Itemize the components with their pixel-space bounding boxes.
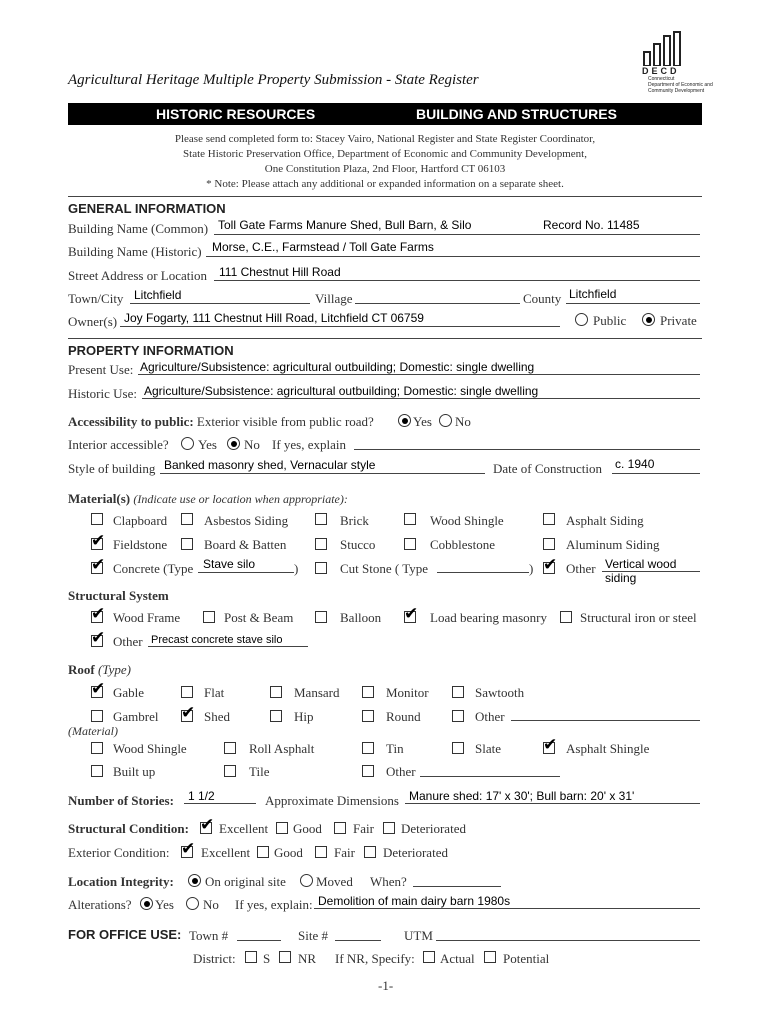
alterations-no-radio[interactable]	[186, 897, 199, 910]
logo-sub-1: Connecticut	[648, 76, 675, 82]
clapboard-label: Clapboard	[113, 513, 168, 528]
style-label: Style of building	[68, 461, 156, 476]
town-field[interactable]: Litchfield	[134, 288, 182, 302]
roof-material-other-label: Other	[386, 764, 416, 779]
roll-asphalt-checkbox[interactable]	[224, 742, 236, 754]
form-title: Agricultural Heritage Multiple Property Submission - State Register	[68, 72, 479, 88]
aluminum-label: Aluminum Siding	[566, 537, 660, 552]
roof-material-hint: (Material)	[68, 724, 118, 738]
clapboard-checkbox[interactable]	[91, 513, 103, 525]
logo-text: DECD	[642, 66, 680, 76]
original-site-label: On original site	[205, 874, 286, 889]
wood-frame-label: Wood Frame	[113, 610, 181, 625]
decd-logo-icon	[640, 30, 688, 66]
asbestos-label: Asbestos Siding	[204, 513, 289, 528]
load-bearing-check-icon: ✔	[404, 604, 419, 624]
tile-checkbox[interactable]	[224, 765, 236, 777]
nr-specify-label: If NR, Specify:	[335, 951, 415, 966]
street-label: Street Address or Location	[68, 268, 207, 283]
interior-label: Interior accessible?	[68, 437, 169, 452]
public-radio[interactable]	[575, 313, 588, 326]
location-integrity-label: Location Integrity:	[68, 874, 174, 889]
materials-heading-bold: Material(s)	[68, 491, 131, 506]
access-label-rest: Exterior visible from public road?	[196, 414, 374, 429]
monitor-checkbox[interactable]	[362, 686, 374, 698]
office-heading: FOR OFFICE USE:	[68, 927, 182, 942]
struct-excellent-check-icon: ✔	[200, 815, 215, 835]
shed-check-icon: ✔	[181, 703, 196, 723]
slate-checkbox[interactable]	[452, 742, 464, 754]
cobblestone-label: Cobblestone	[430, 537, 495, 552]
stories-field[interactable]: 1 1/2	[188, 789, 215, 803]
wood-shingle-siding-checkbox[interactable]	[404, 513, 416, 525]
exterior-yes-label: Yes	[413, 414, 432, 429]
present-use-label: Present Use:	[68, 362, 134, 377]
roof-wood-shingle-checkbox[interactable]	[91, 742, 103, 754]
dimensions-field[interactable]: Manure shed: 17' x 30'; Bull barn: 20' x 31'	[409, 789, 635, 803]
cut-stone-checkbox[interactable]	[315, 562, 327, 574]
when-label: When?	[370, 874, 407, 889]
owner-field[interactable]: Joy Fogarty, 111 Chestnut Hill Road, Litchfield CT 06759	[124, 311, 424, 325]
tin-checkbox[interactable]	[362, 742, 374, 754]
flat-label: Flat	[204, 685, 225, 700]
gambrel-label: Gambrel	[113, 709, 159, 724]
logo-sub-3: Community Development	[648, 88, 705, 94]
street-field[interactable]: 111 Chestnut Hill Road	[219, 265, 341, 279]
office-district-label: District:	[193, 951, 236, 966]
flat-checkbox[interactable]	[181, 686, 193, 698]
concrete-paren: )	[294, 561, 299, 576]
round-label: Round	[386, 709, 421, 724]
board-batten-label: Board & Batten	[204, 537, 287, 552]
brick-checkbox[interactable]	[315, 513, 327, 525]
date-label: Date of Construction	[493, 461, 603, 476]
office-town-label: Town #	[189, 928, 229, 943]
monitor-label: Monitor	[386, 685, 429, 700]
actual-label: Actual	[440, 951, 475, 966]
county-field[interactable]: Litchfield	[569, 287, 617, 301]
note-line-3: One Constitution Plaza, 2nd Floor, Hartford CT 06103	[264, 163, 506, 175]
note-line-2: State Historic Preservation Office, Department of Economic and Community Development,	[183, 148, 587, 160]
public-label: Public	[593, 313, 627, 328]
office-utm-label: UTM	[404, 928, 433, 943]
dimensions-label: Approximate Dimensions	[265, 793, 399, 808]
historic-use-field[interactable]: Agriculture/Subsistence: agricultural outbuilding; Domestic: single dwelling	[144, 384, 539, 398]
alterations-yes-radio[interactable]	[140, 897, 153, 910]
exterior-no-radio[interactable]	[439, 414, 452, 427]
gambrel-checkbox[interactable]	[91, 710, 103, 722]
name-historic-field[interactable]: Morse, C.E., Farmstead / Toll Gate Farms	[212, 240, 434, 254]
struct-good-checkbox[interactable]	[276, 822, 288, 834]
hip-checkbox[interactable]	[270, 710, 282, 722]
struct-deteriorated-label: Deteriorated	[401, 821, 466, 836]
fieldstone-label: Fieldstone	[113, 537, 168, 552]
ext-deteriorated-label: Deteriorated	[383, 845, 448, 860]
alterations-no-label: No	[203, 897, 219, 912]
ext-good-label: Good	[274, 845, 303, 860]
private-label: Private	[660, 313, 697, 328]
struct-fair-label: Fair	[353, 821, 374, 836]
brick-label: Brick	[340, 513, 369, 528]
exterior-no-label: No	[455, 414, 471, 429]
ext-excellent-check-icon: ✔	[181, 839, 196, 859]
wood-shingle-siding-label: Wood Shingle	[430, 513, 504, 528]
roof-heading-bold: Roof	[68, 662, 95, 677]
other-material-check-icon: ✔	[543, 555, 558, 575]
roof-heading	[68, 662, 131, 678]
mansard-checkbox[interactable]	[270, 686, 282, 698]
town-label: Town/City	[68, 291, 124, 306]
structural-condition-label: Structural Condition:	[68, 821, 189, 836]
interior-no-radio[interactable]	[227, 437, 240, 450]
name-common-field[interactable]: Toll Gate Farms Manure Shed, Bull Barn, & Silo	[218, 218, 472, 232]
cut-stone-paren: )	[529, 561, 534, 576]
moved-label: Moved	[316, 874, 353, 889]
tin-label: Tin	[386, 741, 404, 756]
logo-sub-2: Department of Economic and	[648, 82, 713, 88]
district-s-checkbox[interactable]	[245, 951, 257, 963]
gable-label: Gable	[113, 685, 145, 700]
page-number: -1-	[378, 978, 394, 993]
balloon-label: Balloon	[340, 610, 382, 625]
fieldstone-check-icon: ✔	[91, 531, 106, 551]
access-label	[68, 414, 374, 430]
structural-other-field[interactable]: Precast concrete stave silo	[151, 634, 283, 646]
district-nr-checkbox[interactable]	[279, 951, 291, 963]
note-line-4: * Note: Please attach any additional or expanded information on a separate sheet.	[206, 178, 564, 190]
struct-fair-checkbox[interactable]	[334, 822, 346, 834]
built-up-checkbox[interactable]	[91, 765, 103, 777]
balloon-checkbox[interactable]	[315, 611, 327, 623]
post-beam-checkbox[interactable]	[203, 611, 215, 623]
interior-yes-label: Yes	[198, 437, 217, 452]
private-radio[interactable]	[642, 313, 655, 326]
hip-label: Hip	[294, 709, 314, 724]
slate-label: Slate	[475, 741, 501, 756]
iron-steel-checkbox[interactable]	[560, 611, 572, 623]
mansard-label: Mansard	[294, 685, 340, 700]
county-label: County	[523, 291, 562, 306]
sawtooth-checkbox[interactable]	[452, 686, 464, 698]
date-field[interactable]: c. 1940	[615, 457, 655, 471]
roof-other-checkbox[interactable]	[452, 710, 464, 722]
concrete-type-field[interactable]: Stave silo	[203, 557, 256, 571]
village-label: Village	[315, 291, 353, 306]
exterior-condition-label: Exterior Condition:	[68, 845, 170, 860]
built-up-label: Built up	[113, 764, 156, 779]
shed-label: Shed	[204, 709, 230, 724]
access-label-bold: Accessibility to public:	[68, 414, 194, 429]
iron-steel-label: Structural iron or steel	[580, 610, 697, 625]
structural-other-label: Other	[113, 634, 143, 649]
roof-type-hint: (Type)	[97, 662, 131, 677]
sawtooth-label: Sawtooth	[475, 685, 525, 700]
roll-asphalt-label: Roll Asphalt	[249, 741, 315, 756]
alterations-label: Alterations?	[68, 897, 132, 912]
record-number: Record No. 11485	[543, 218, 640, 232]
property-heading: PROPERTY INFORMATION	[68, 343, 234, 358]
asphalt-shingle-check-icon: ✔	[543, 735, 558, 755]
other-material-field-2[interactable]: siding	[605, 571, 637, 585]
district-s-label: S	[263, 951, 271, 966]
struct-good-label: Good	[293, 821, 322, 836]
asphalt-siding-label: Asphalt Siding	[566, 513, 644, 528]
exterior-yes-radio[interactable]	[398, 414, 411, 427]
tile-label: Tile	[249, 764, 270, 779]
cobblestone-checkbox[interactable]	[404, 538, 416, 550]
general-heading: GENERAL INFORMATION	[68, 201, 226, 216]
round-checkbox[interactable]	[362, 710, 374, 722]
asbestos-checkbox[interactable]	[181, 513, 193, 525]
other-material-field-1[interactable]: Vertical wood	[605, 557, 677, 571]
materials-hint: (Indicate use or location when appropriate):	[133, 492, 348, 506]
interior-yes-radio[interactable]	[181, 437, 194, 450]
actual-checkbox[interactable]	[423, 951, 435, 963]
roof-wood-shingle-label: Wood Shingle	[113, 741, 187, 756]
asphalt-siding-checkbox[interactable]	[543, 513, 555, 525]
roof-material-other-checkbox[interactable]	[362, 765, 374, 777]
ext-good-checkbox[interactable]	[257, 846, 269, 858]
present-use-field[interactable]: Agriculture/Subsistence: agricultural outbuilding; Domestic: single dwelling	[140, 360, 535, 374]
alterations-yes-label: Yes	[155, 897, 174, 912]
concrete-check-icon: ✔	[91, 555, 106, 575]
banner-right: BUILDING AND STRUCTURES	[416, 106, 617, 122]
struct-excellent-label: Excellent	[219, 821, 269, 836]
stories-label: Number of Stories:	[68, 793, 174, 808]
interior-explain-label: If yes, explain	[272, 437, 347, 452]
materials-heading	[68, 491, 348, 507]
district-nr-label: NR	[298, 951, 317, 966]
cut-stone-label: Cut Stone ( Type	[340, 561, 429, 576]
ext-fair-label: Fair	[334, 845, 355, 860]
concrete-label: Concrete (Type	[113, 561, 194, 576]
alterations-explain-label: If yes, explain:	[235, 897, 313, 912]
original-site-radio[interactable]	[188, 874, 201, 887]
name-historic-label: Building Name (Historic)	[68, 244, 202, 259]
potential-checkbox[interactable]	[484, 951, 496, 963]
ext-deteriorated-checkbox[interactable]	[364, 846, 376, 858]
divider	[68, 196, 702, 197]
moved-radio[interactable]	[300, 874, 313, 887]
load-bearing-label: Load bearing masonry	[430, 610, 547, 625]
office-site-label: Site #	[298, 928, 328, 943]
board-batten-checkbox[interactable]	[181, 538, 193, 550]
wood-frame-check-icon: ✔	[91, 604, 106, 624]
divider	[68, 338, 702, 339]
struct-deteriorated-checkbox[interactable]	[383, 822, 395, 834]
style-field[interactable]: Banked masonry shed, Vernacular style	[164, 458, 376, 472]
other-material-label: Other	[566, 561, 596, 576]
post-beam-label: Post & Beam	[224, 610, 294, 625]
historic-use-label: Historic Use:	[68, 386, 137, 401]
ext-excellent-label: Excellent	[201, 845, 251, 860]
potential-label: Potential	[503, 951, 550, 966]
interior-no-label: No	[244, 437, 260, 452]
ext-fair-checkbox[interactable]	[315, 846, 327, 858]
stucco-label: Stucco	[340, 537, 376, 552]
structural-other-check-icon: ✔	[91, 628, 106, 648]
aluminum-checkbox[interactable]	[543, 538, 555, 550]
owner-label: Owner(s)	[68, 314, 118, 329]
gable-check-icon: ✔	[91, 679, 106, 699]
note-line-1: Please send completed form to: Stacey Vairo, National Register and State Register Coordinator,	[174, 133, 596, 145]
name-common-label: Building Name (Common)	[68, 221, 209, 236]
structural-heading: Structural System	[68, 588, 169, 603]
roof-other-label: Other	[475, 709, 505, 724]
stucco-checkbox[interactable]	[315, 538, 327, 550]
asphalt-shingle-label: Asphalt Shingle	[566, 741, 650, 756]
banner-left: HISTORIC RESOURCES	[156, 106, 316, 122]
alterations-explain-field[interactable]: Demolition of main dairy barn 1980s	[318, 894, 511, 908]
